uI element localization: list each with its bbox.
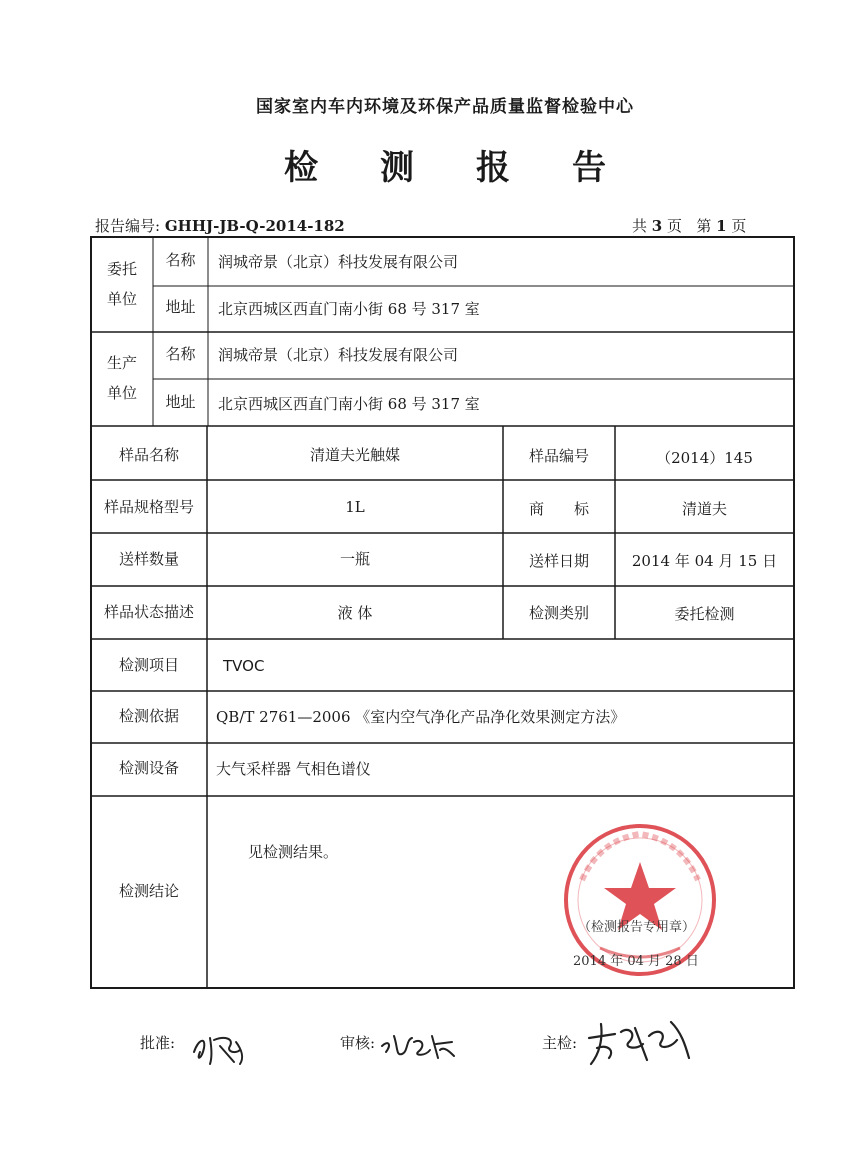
sample-spec-label: 样品规格型号 [103,498,194,516]
client-name-label: 名称 [165,251,196,269]
title-char: 检 [284,148,318,188]
client-group-label [91,254,153,314]
stamp-date: 2014 年 04 月 28 日 [573,954,699,969]
page-indicator [632,215,746,236]
sample-number-label: 样品编号 [528,447,589,465]
approver-signature-icon [190,1022,250,1068]
test-category-label: 检测类别 [528,604,589,622]
client-group-label-line: 单位 [106,290,137,308]
submission-date-label: 送样日期 [528,552,589,570]
producer-name-label: 名称 [165,345,196,363]
sample-quantity-value: 一瓶 [339,550,370,568]
page-total-prefix: 共 [632,217,648,235]
test-basis-label: 检测依据 [118,707,179,725]
reviewer-signature-icon [378,1024,458,1064]
sample-spec-value: 1L [345,498,365,516]
producer-group-label-line: 单位 [106,384,137,402]
sample-name-label: 样品名称 [118,446,179,464]
producer-group-label-line: 生产 [106,354,137,372]
title-char: 报 [476,148,510,188]
test-item-value: TVOC [223,657,265,675]
title-char: 测 [380,148,414,188]
client-address-label: 地址 [165,298,196,316]
client-name-value: 润城帝景（北京）科技发展有限公司 [218,253,459,271]
test-item-label: 检测项目 [118,656,179,674]
brand-value: 清道夫 [681,500,727,518]
brand-label: 商 标 [528,500,589,518]
title-char: 告 [572,148,606,188]
producer-group-label [91,348,153,408]
submission-date-value: 2014 年 04 月 15 日 [631,552,778,570]
test-conclusion-value: 见检测结果。 [248,843,339,861]
sample-quantity-label: 送样数量 [118,550,179,568]
report-number [95,215,345,236]
client-address-value: 北京西城区西直门南小街 68 号 317 室 [218,300,480,318]
report-number-value: GHHJ-JB-Q-2014-182 [164,217,345,235]
client-group-label-line: 委托 [106,260,137,278]
report-title [0,140,850,189]
sample-number-value: （2014）145 [656,449,753,467]
producer-name-value: 润城帝景（北京）科技发展有限公司 [218,346,459,364]
sample-state-value: 液 体 [337,604,373,622]
test-equipment-label: 检测设备 [118,759,179,777]
inspector-signature-icon [585,1014,695,1070]
test-conclusion-label: 检测结论 [118,882,179,900]
sample-state-label: 样品状态描述 [103,603,194,621]
stamp-note: （检测报告专用章） [578,920,696,935]
test-category-value: 委托检测 [674,605,735,623]
page-current-suffix: 页 [731,217,747,235]
approve-label: 批准: [140,1034,176,1052]
producer-address-value: 北京西城区西直门南小街 68 号 317 室 [218,395,480,413]
page-total-suffix: 页 [667,217,683,235]
sample-name-value: 清道夫光触媒 [309,446,400,464]
producer-address-label: 地址 [165,393,196,411]
test-equipment-value: 大气采样器 气相色谱仪 [216,760,371,778]
page-current-prefix: 第 [696,217,712,235]
inspector-label: 主检: [542,1034,578,1052]
review-label: 审核: [340,1034,376,1052]
page-current: 1 [716,217,727,235]
test-basis-value: QB/T 2761—2006 《室内空气净化产品净化效果测定方法》 [216,708,626,726]
page-total: 3 [651,217,663,235]
report-number-label: 报告编号: [95,217,161,235]
organization-name: 国家室内车内环境及环保产品质量监督检验中心 [256,97,634,117]
